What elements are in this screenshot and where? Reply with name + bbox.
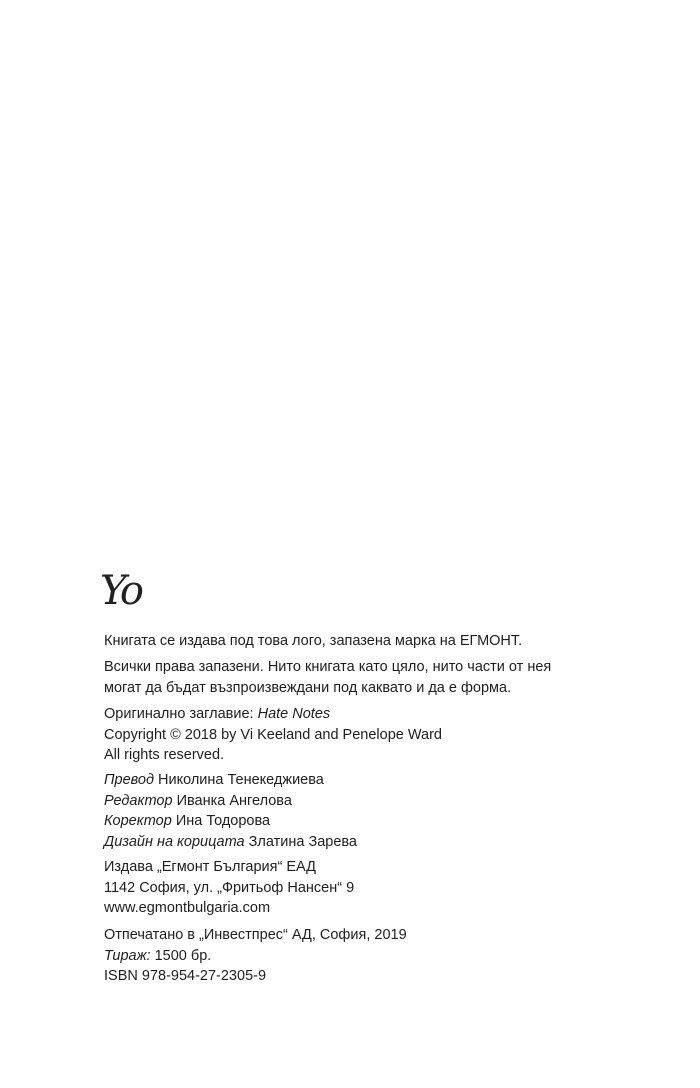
original-title-label: Оригинално заглавие: <box>104 706 254 722</box>
all-rights-reserved: All rights reserved. <box>104 747 225 763</box>
publisher-name: Издава „Егмонт България“ ЕАД <box>104 859 316 875</box>
credit-translation <box>104 770 357 791</box>
print-run-value: 1500 бр. <box>154 947 212 964</box>
original-title-line <box>104 704 442 725</box>
credit-role: Превод <box>104 772 154 788</box>
publisher-website: www.egmontbulgaria.com <box>104 900 271 916</box>
credit-name: Николина Тенекеджиева <box>158 772 324 788</box>
printed-by: Отпечатано в „Инвестпрес“ АД, София, 2019 <box>104 927 407 943</box>
original-title: Hate Notes <box>257 706 331 722</box>
credit-role: Редактор <box>104 792 173 809</box>
printing-block <box>104 925 407 987</box>
credit-editor <box>104 791 357 812</box>
credit-proofreader <box>104 811 357 832</box>
publisher-logo: Yo <box>100 568 142 614</box>
credit-name: Златина Зарева <box>248 833 358 850</box>
publisher-address: 1142 София, ул. „Фритьоф Нансен“ 9 <box>104 879 355 896</box>
credit-role: Коректор <box>104 813 172 829</box>
credit-name: Иванка Ангелова <box>176 792 292 809</box>
credit-role: Дизайн на корицата <box>104 833 245 850</box>
credit-cover-design <box>104 832 357 853</box>
original-title-block <box>104 704 442 766</box>
credit-name: Ина Тодорова <box>175 813 271 829</box>
rights-notice <box>104 657 551 698</box>
credits-block <box>104 770 357 852</box>
print-run-label: Тираж: <box>104 947 151 964</box>
copyright-line: Copyright © 2018 by Vi Keeland and Penelope Ward <box>104 726 442 743</box>
print-run <box>104 946 407 967</box>
logo-note-text: Книгата се издава под това лого, запазена марка на ЕГМОНТ. <box>104 633 523 649</box>
isbn: ISBN 978-954-27-2305-9 <box>104 968 267 984</box>
rights-line-2: могат да бъдат възпроизвеждани под каквато и да е форма. <box>104 679 512 696</box>
rights-line-1: Всички права запазени. Нито книгата като цяло, нито части от нея <box>104 659 552 675</box>
publisher-block <box>104 857 354 919</box>
logo-note <box>104 631 522 652</box>
